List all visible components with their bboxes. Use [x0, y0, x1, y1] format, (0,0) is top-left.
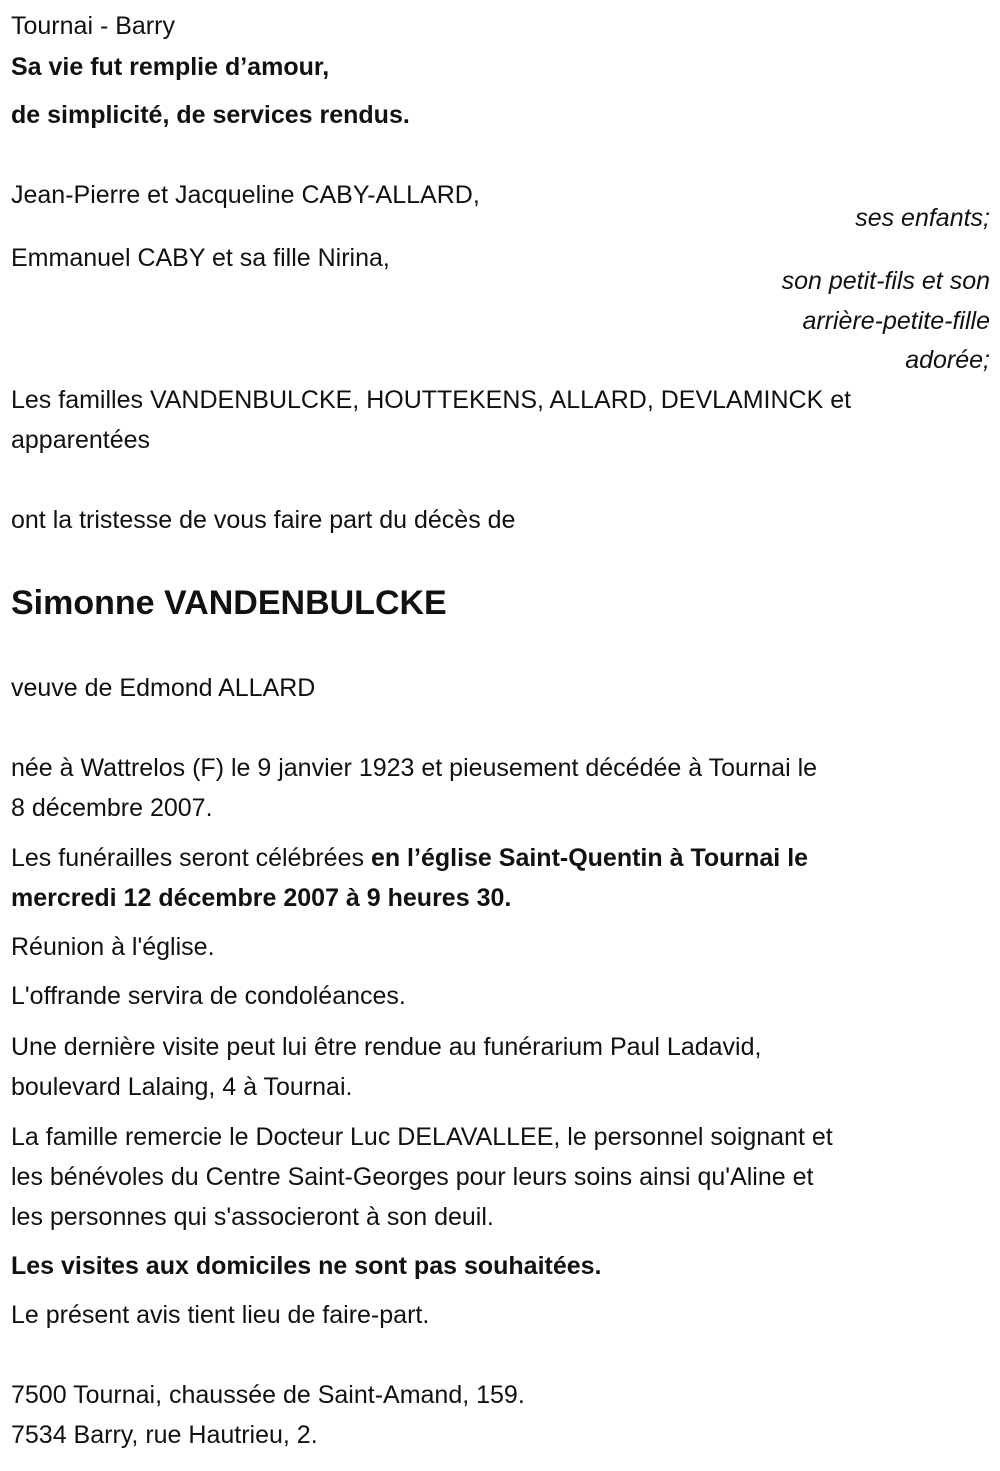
deceased-name: Simonne VANDENBULCKE [11, 584, 447, 622]
birth-death-2: 8 décembre 2007. [11, 794, 213, 822]
thanks-line-2: les bénévoles du Centre Saint-Georges pour leurs soins ainsi qu'Aline et [11, 1163, 814, 1191]
thanks-line-1: La famille remercie le Docteur Luc DELAVALLEE, le personnel soignant et [11, 1123, 833, 1151]
children-role: ses enfants; [855, 204, 990, 232]
meeting: Réunion à l'église. [11, 933, 215, 961]
grandson-names: Emmanuel CABY et sa fille Nirina, [11, 244, 390, 272]
grandson-role-1: son petit-fils et son [781, 267, 990, 295]
location: Tournai - Barry [11, 12, 175, 40]
families-line-1: Les familles VANDENBULCKE, HOUTTEKENS, ALLARD, DEVLAMINCK et [11, 386, 852, 414]
funeral-place: en l’église Saint-Quentin à Tournai le [370, 844, 809, 872]
no-visits: Les visites aux domiciles ne sont pas souhaitées. [11, 1252, 602, 1280]
children-names: Jean-Pierre et Jacqueline CABY-ALLARD, [11, 181, 480, 209]
widow-of: veuve de Edmond ALLARD [11, 674, 316, 702]
motto-line-2: de simplicité, de services rendus. [11, 101, 410, 129]
address-2: 7534 Barry, rue Hautrieu, 2. [11, 1421, 318, 1449]
grandson-role-2: arrière-petite-fille [802, 307, 990, 335]
families-line-2: apparentées [11, 426, 151, 454]
motto-line-1: Sa vie fut remplie d’amour, [11, 53, 330, 81]
offering: L'offrande servira de condoléances. [11, 982, 406, 1010]
notice: Le présent avis tient lieu de faire-part. [11, 1301, 430, 1329]
funeral-date: mercredi 12 décembre 2007 à 9 heures 30. [11, 884, 512, 912]
visit-line-1: Une dernière visite peut lui être rendue au funérarium Paul Ladavid, [11, 1033, 762, 1061]
announcement: ont la tristesse de vous faire part du décès de [11, 506, 516, 534]
visit-line-2: boulevard Lalaing, 4 à Tournai. [11, 1073, 353, 1101]
address-1: 7500 Tournai, chaussée de Saint-Amand, 159. [11, 1381, 525, 1409]
grandson-role-3: adorée; [905, 346, 990, 374]
thanks-line-3: les personnes qui s'associeront à son deuil. [11, 1203, 494, 1231]
funeral-intro: Les funérailles seront célébrées [11, 844, 371, 872]
funeral-line-1 [11, 838, 808, 878]
birth-death-1: née à Wattrelos (F) le 9 janvier 1923 et pieusement décédée à Tournai le [11, 754, 818, 782]
